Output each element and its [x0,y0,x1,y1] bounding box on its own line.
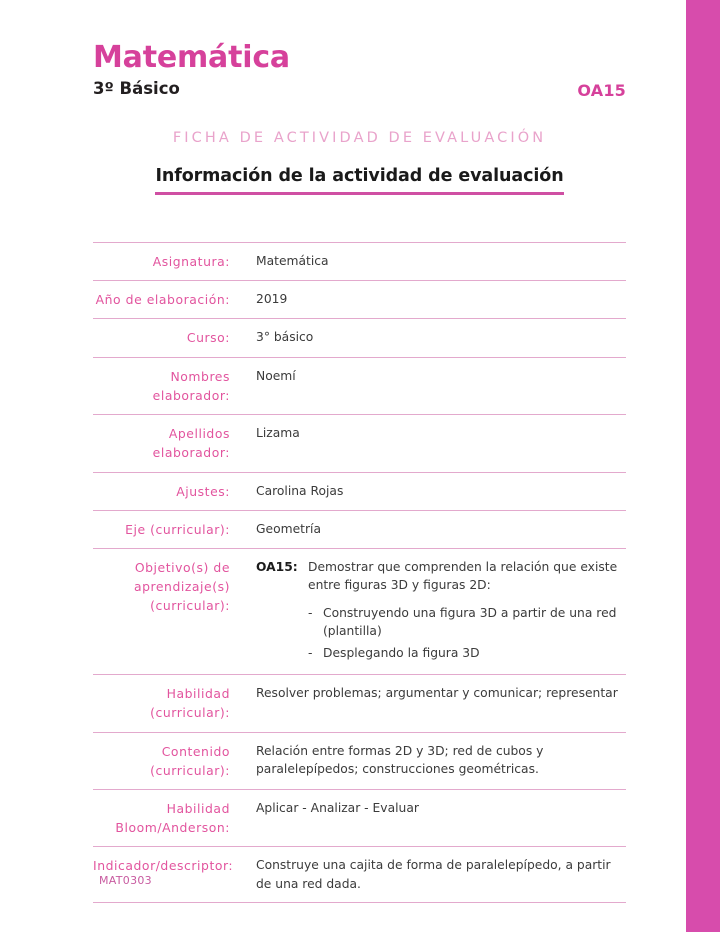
row-label: Año de elaboración: [95,292,230,308]
objective-bullet-list [308,604,620,662]
row-value: 3° básico [256,330,314,345]
activity-info-table [93,242,626,903]
table-row [93,675,626,732]
row-label: Eje (curricular): [125,521,230,537]
subject-title: Matemática [93,40,290,75]
row-value: Relación entre formas 2D y 3D; red de cubos y paralelepípedos; construcciones geométricas. [256,743,544,777]
row-value: Construye una cajita de forma de paralelepípedo, a partir de una red dada. [256,858,611,891]
row-value: Aplicar - Analizar - Evaluar [256,801,419,816]
row-value: Carolina Rojas [256,483,344,498]
grade-level: 3º Básico [93,78,180,98]
list-item-label: Desplegando la figura 3D [323,645,480,660]
objective-intro: Demostrar que comprenden la relación que existe entre figuras 3D y figuras 2D: [308,559,618,593]
table-row-objectives [93,549,626,675]
row-value: Noemí [256,368,296,383]
row-label: Nombres elaborador: [152,368,230,403]
row-label: Apellidos elaborador: [152,426,230,461]
row-value: Lizama [256,426,300,441]
row-label: Asignatura: [152,254,230,269]
list-item [308,604,620,641]
table-row [93,243,626,281]
row-label: Curso: [186,330,230,346]
dash-bullet-icon: - [308,645,313,660]
page-title: Información de la actividad de evaluación [155,166,563,195]
oa-code-badge: OA15 [577,80,626,100]
row-value: Matemática [256,254,329,268]
document-header [93,40,626,186]
list-item [308,644,620,662]
row-label: Contenido (curricular): [150,743,230,778]
dash-bullet-icon: - [308,605,313,620]
table-row [93,319,626,357]
footer-document-code: MAT0303 [99,874,152,887]
row-value: 2019 [256,292,288,307]
row-label: Ajustes: [176,483,230,499]
list-item-label: Construyendo una figura 3D a partir de una red (plantilla) [323,605,617,639]
table-row [93,281,626,319]
table-row [93,790,626,847]
row-value: Resolver problemas; argumentar y comunicar; representar [256,686,618,701]
table-row [93,415,626,472]
table-row [93,511,626,549]
right-edge-accent-bar [686,0,720,932]
objective-code: OA15: [256,559,298,574]
table-row [93,847,626,903]
row-label: Indicador/descriptor: [93,858,234,874]
table-row [93,358,626,415]
row-value [256,558,626,665]
row-label: Objetivo(s) de aprendizaje(s) (curricular): [133,559,230,614]
table-row [93,733,626,790]
section-title-wrap [93,166,626,195]
row-label: Habilidad Bloom/Anderson: [115,801,230,836]
row-value: Geometría [256,521,321,536]
grade-and-code-row [93,79,626,103]
ficha-subtitle: FICHA DE ACTIVIDAD DE EVALUACIÓN [172,130,547,146]
objective-body [308,558,620,665]
row-label: Habilidad (curricular): [150,686,230,721]
table-row [93,473,626,511]
